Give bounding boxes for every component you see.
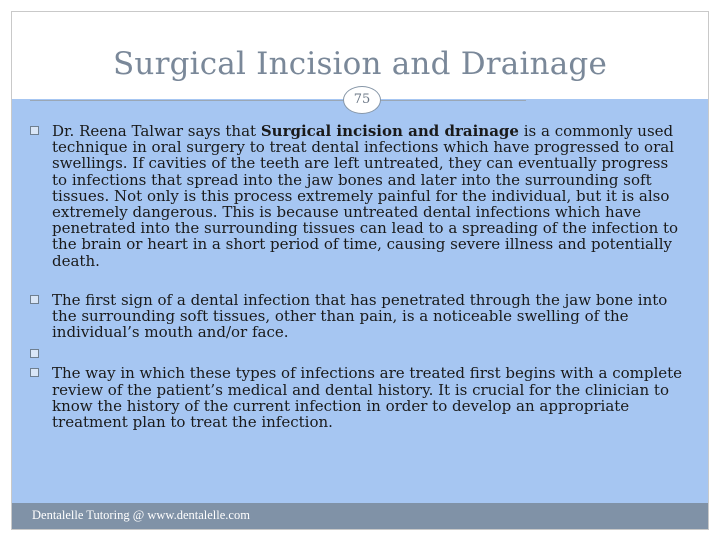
bullet-box-icon xyxy=(30,368,39,377)
bullet-item-empty xyxy=(30,346,685,362)
bullet-text: The first sign of a dental infection that has penetrated through the jaw bone into the surrounding soft tissues, other than pain, is a noticeable swelling of the individual’s mouth and/or face. xyxy=(52,290,668,342)
title-divider xyxy=(30,100,526,101)
bullet-text-bold: Surgical incision and drainage xyxy=(260,122,519,140)
bullet-box-icon xyxy=(30,349,39,358)
footer-bar xyxy=(12,503,708,529)
footer-text: Dentalelle Tutoring @ www.dentalelle.com xyxy=(32,508,250,522)
slide-number-badge: 75 xyxy=(343,86,381,114)
bullet-text-part: is a commonly used technique in oral surgery to treat dental infections which have progressed to oral swellings. If cavities of the teeth are left untreated, they can eventually progress to infections that spread into the jaw bones and later into the surrounding soft tissues. Not only is this process extremely painful for the individual, but it is also extremely dangerous. This is because untreated dental infections which have penetrated into the surrounding tissues can lead to a spreading of the infection to the brain or heart in a short period of time, causing severe illness and potentially death. xyxy=(52,122,679,270)
bullet-text xyxy=(52,123,685,269)
bullet-text: The way in which these types of infections are treated first begins with a complete review of the patient’s medical and dental history. It is crucial for the clinician to know the history of the current infection in order to develop an appropriate treatment plan to treat the infection. xyxy=(52,364,683,432)
bullet-text-part: Dr. Reena Talwar says that xyxy=(52,122,261,140)
slide-title: Surgical Incision and Drainage xyxy=(112,46,608,82)
bullet-box-icon xyxy=(30,126,39,135)
bullet-list xyxy=(30,123,685,430)
bullet-item xyxy=(30,123,685,269)
bullet-item xyxy=(30,292,685,341)
bullet-item xyxy=(30,365,685,430)
bullet-box-icon xyxy=(30,295,39,304)
